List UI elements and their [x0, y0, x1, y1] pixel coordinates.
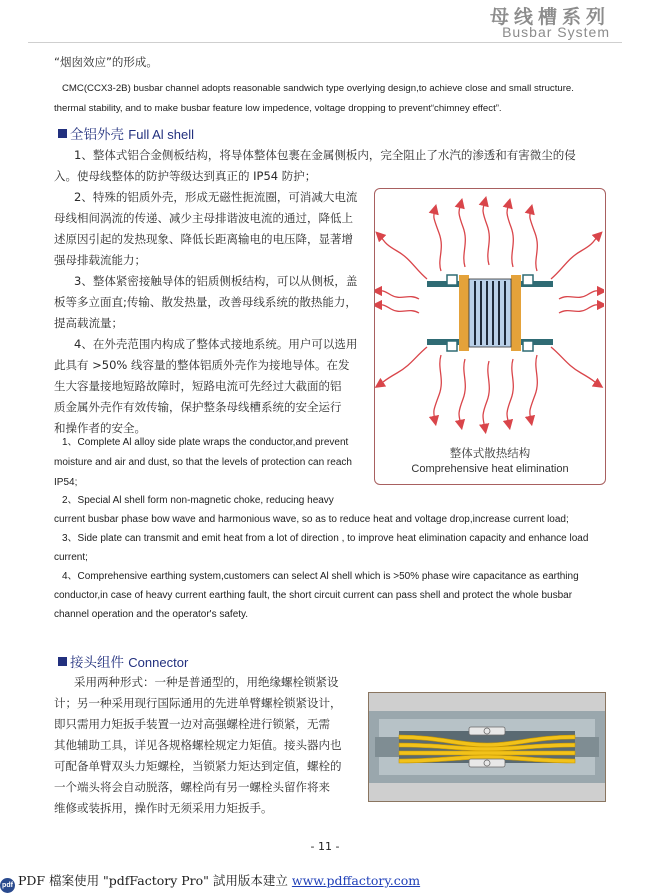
shell-e2-line2: current busbar phase bow wave and harmonious wave, so as to reduce heat and voltage drop,increase current load; — [54, 514, 569, 525]
header-title-cn: 母线槽系列 — [489, 6, 610, 28]
shell-p4-line1: 4、在外壳范围内构成了整体式接地系统。用户可以选用 — [74, 337, 358, 351]
intro-line-en-1: CMC(CCX3-2B) busbar channel adopts reasonable sandwich type overlying design,to achieve close and small structure. — [62, 83, 574, 94]
connector-line4: 其他辅助工具，详见各规格螺栓规定力矩值。接头器内也 — [54, 738, 342, 752]
shell-p1-line2: 入。使母线整体的防护等级达到真正的 IP54 防护； — [54, 169, 317, 183]
section-heading-shell-cn: 全铝外壳 — [70, 127, 124, 143]
shell-e4-line2: conductor,in case of heavy current earthing fault, the short circuit current can pass shell and protect the whole busbar — [54, 590, 573, 601]
connector-line3: 即只需用力矩扳手装置一边对高强螺栓进行锁紧，无需 — [54, 717, 330, 731]
shell-p4-line5: 和操作者的安全。 — [54, 421, 146, 435]
shell-p2-line3: 述原因引起的发热现象、降低长距离输电的电压降，显著增 — [54, 232, 353, 246]
busbar-cross-section — [427, 275, 553, 351]
heat-elimination-figure — [374, 188, 606, 485]
heading-square-icon — [58, 129, 67, 138]
shell-p4-line2: 此具有 >50% 线容量的整体铝质外壳作为接地导体。在发 — [54, 358, 350, 372]
connector-illustration — [369, 693, 605, 801]
shell-p3-line2: 板等多立面直;传输、散发热量，改善母线系统的散热能力， — [54, 295, 357, 309]
page-number: - 11 - — [310, 840, 340, 853]
shell-e4-line3: channel operation and the operator's safety. — [54, 609, 249, 620]
shell-e3-line2: current; — [54, 552, 88, 563]
section-heading-connector-en: Connector — [128, 655, 189, 670]
shell-e3-line1: 3、Side plate can transmit and emit heat from a lot of direction , to improve heat elimination capacity and enhance load — [62, 533, 589, 544]
shell-e1-line1: 1、Complete Al alloy side plate wraps the conductor,and prevent — [62, 437, 349, 448]
shell-p1-line1: 1、整体式铝合金侧板结构，将导体整体包裹在金属侧板内，完全阻止了水汽的渗透和有害微尘的侵 — [74, 148, 576, 162]
footer-link[interactable]: www.pdffactory.com — [291, 873, 421, 888]
header-divider — [28, 42, 622, 43]
figure-caption-cn: 整体式散热结构 — [449, 446, 531, 460]
footer-text: PDF 檔案使用 "pdfFactory Pro" 試用版本建立 — [18, 873, 288, 888]
pdf-footer — [0, 871, 420, 893]
shell-p3-line1: 3、整体紧密接触导体的铝质侧板结构，可以从侧板，盖 — [74, 274, 358, 288]
section-heading-connector — [58, 651, 188, 671]
shell-e1-line3: IP54; — [54, 477, 78, 488]
shell-p4-line4: 质金属外壳作有效传输，保护整条母线槽系统的安全运行 — [54, 400, 342, 414]
shell-e1-line2: moisture and air and dust, so that the levels of protection can reach — [54, 457, 352, 468]
shell-p4-line3: 生大容量接地短路故障时，短路电流可先经过大截面的铝 — [54, 379, 342, 393]
figure-caption-en: Comprehensive heat elimination — [411, 463, 569, 475]
intro-line-cn: “烟囱效应”的形成。 — [54, 55, 158, 69]
section-heading-shell — [58, 123, 194, 143]
connector-line7: 维修或装拆用，操作时无须采用力矩扳手。 — [54, 801, 273, 815]
shell-e2-line1: 2、Special Al shell form non-magnetic choke, reducing heavy — [62, 495, 334, 506]
connector-photo — [368, 692, 606, 802]
heading-square-icon — [58, 657, 67, 666]
shell-p3-line3: 提高载流量； — [54, 316, 123, 330]
intro-line-en-2: thermal stability, and to make busbar feature low impedence, voltage dropping to prevent“chimney effect”. — [54, 103, 502, 114]
connector-line1: 采用两种形式：一种是普通型的，用绝缘螺栓锁紧设 — [74, 675, 339, 689]
shell-p2-line1: 2、特殊的铝质外壳，形成无磁性扼流圈，可消减大电流 — [74, 190, 358, 204]
shell-e4-line1: 4、Comprehensive earthing system,customers can select Al shell which is >50% phase wire capacitance as earthing — [62, 571, 579, 582]
connector-line2: 计；另一种采用现行国际通用的先进单臂螺栓锁紧设计， — [54, 696, 342, 710]
shell-p2-line4: 强母排载流能力； — [54, 253, 146, 267]
shell-p2-line2: 母线相间涡流的传递、减少主母排谐波电流的通过，降低上 — [54, 211, 353, 225]
pdffactory-logo-icon: pdf — [0, 878, 15, 893]
section-heading-shell-en: Full Al shell — [128, 127, 195, 142]
header-title-en: Busbar System — [502, 24, 610, 40]
connector-line5: 可配备单臂双头力矩螺栓，当锁紧力矩达到定值，螺栓的 — [54, 759, 342, 773]
connector-line6: 一个端头将会自动脱落，螺栓尚有另一螺栓头留作将来 — [54, 780, 330, 794]
section-heading-connector-cn: 接头组件 — [70, 655, 124, 671]
heat-elimination-diagram — [375, 189, 604, 439]
